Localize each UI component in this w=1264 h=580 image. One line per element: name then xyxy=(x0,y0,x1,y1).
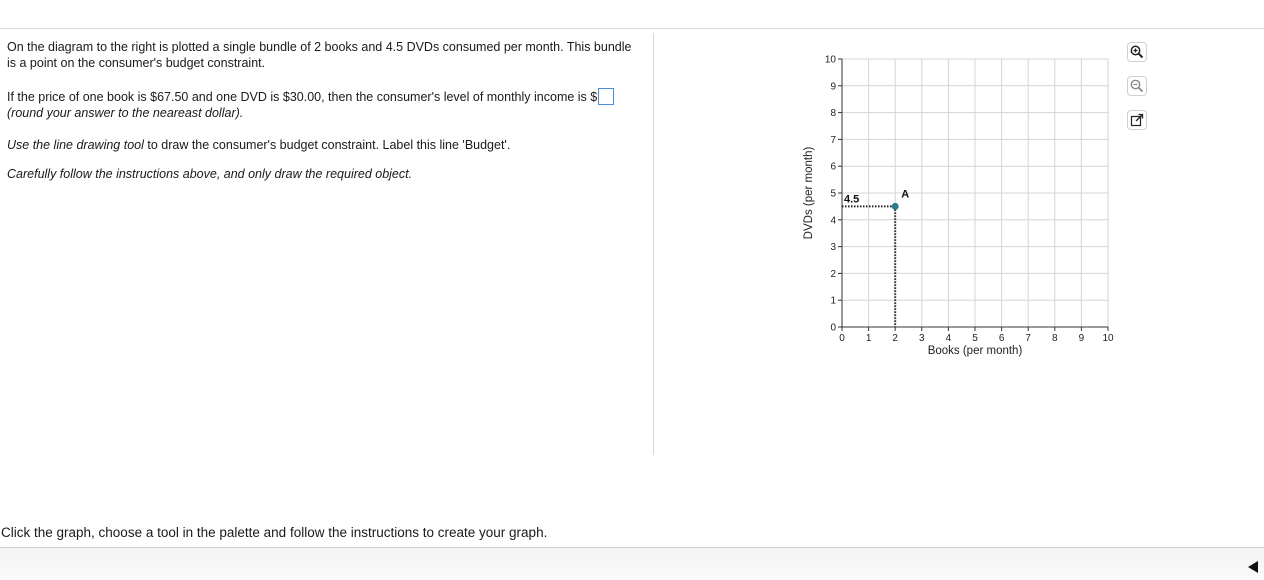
income-prompt: If the price of one book is $67.50 and one DVD is $30.00, then the consumer's level of monthly income is $ xyxy=(7,90,598,104)
question-panel xyxy=(7,39,637,182)
panel-divider xyxy=(653,33,654,455)
careful-note xyxy=(7,166,637,182)
popout-button[interactable] xyxy=(1127,110,1147,130)
tool-instruction xyxy=(7,137,637,153)
point-a-marker[interactable] xyxy=(892,203,899,210)
zoom-in-icon xyxy=(1130,45,1144,59)
bottom-bar xyxy=(0,548,1264,580)
y-tick-label: 7 xyxy=(830,134,836,146)
y-tick-label: 4 xyxy=(830,215,836,227)
zoom-out-icon xyxy=(1130,79,1144,93)
x-tick-label: 5 xyxy=(972,333,978,344)
y-tick-label: 3 xyxy=(830,242,836,254)
income-question xyxy=(7,88,637,121)
y-tick-label: 6 xyxy=(830,161,836,173)
y-tick-label: 5 xyxy=(830,188,836,200)
x-tick-label: 8 xyxy=(1052,333,1058,344)
y-tick-label: 9 xyxy=(830,81,836,93)
point-value-label: 4.5 xyxy=(844,193,860,206)
caret-left-icon xyxy=(1247,560,1259,574)
footer-instruction: Click the graph, choose a tool in the palette and follow the instructions to create your graph. xyxy=(1,525,548,540)
chart-svg[interactable] xyxy=(790,40,1130,370)
y-tick-label: 1 xyxy=(830,295,836,307)
tool-instruction-rest: to draw the consumer's budget constraint. Label this line 'Budget'. xyxy=(143,138,511,152)
y-tick-label: 8 xyxy=(830,108,836,120)
y-tick-label: 0 xyxy=(830,322,836,334)
x-tick-label: 7 xyxy=(1025,333,1031,344)
tool-instruction-em: Use the line drawing tool xyxy=(7,138,144,152)
x-tick-label: 3 xyxy=(919,333,925,344)
top-divider xyxy=(0,28,1264,29)
x-tick-label: 6 xyxy=(998,333,1005,344)
x-tick-label: 1 xyxy=(865,333,872,344)
x-tick-label: 2 xyxy=(892,333,898,344)
y-axis-label: DVDs (per month) xyxy=(803,146,815,240)
graph-area[interactable] xyxy=(790,40,1130,370)
x-tick-label: 10 xyxy=(1102,333,1114,344)
zoom-in-button[interactable] xyxy=(1127,42,1147,62)
popout-icon xyxy=(1130,113,1144,127)
income-answer-input[interactable] xyxy=(598,88,614,105)
question-intro: On the diagram to the right is plotted a single bundle of 2 books and 4.5 DVDs consumed per month. This bundle is a point on the consumer's budget constraint. xyxy=(7,40,632,70)
x-axis-label: Books (per month) xyxy=(927,345,1023,357)
x-tick-label: 0 xyxy=(839,333,845,344)
x-tick-label: 4 xyxy=(945,333,952,344)
round-note: (round your answer to the neareast dollar). xyxy=(7,106,244,120)
y-tick-label: 2 xyxy=(830,268,836,280)
point-a-label: A xyxy=(901,188,910,201)
x-tick-label: 9 xyxy=(1078,333,1085,344)
y-tick-label: 10 xyxy=(824,54,836,66)
zoom-out-button[interactable] xyxy=(1127,76,1147,96)
careful-note-text: Carefully follow the instructions above, and only draw the required object. xyxy=(7,167,413,181)
collapse-panel-button[interactable] xyxy=(1242,556,1264,578)
